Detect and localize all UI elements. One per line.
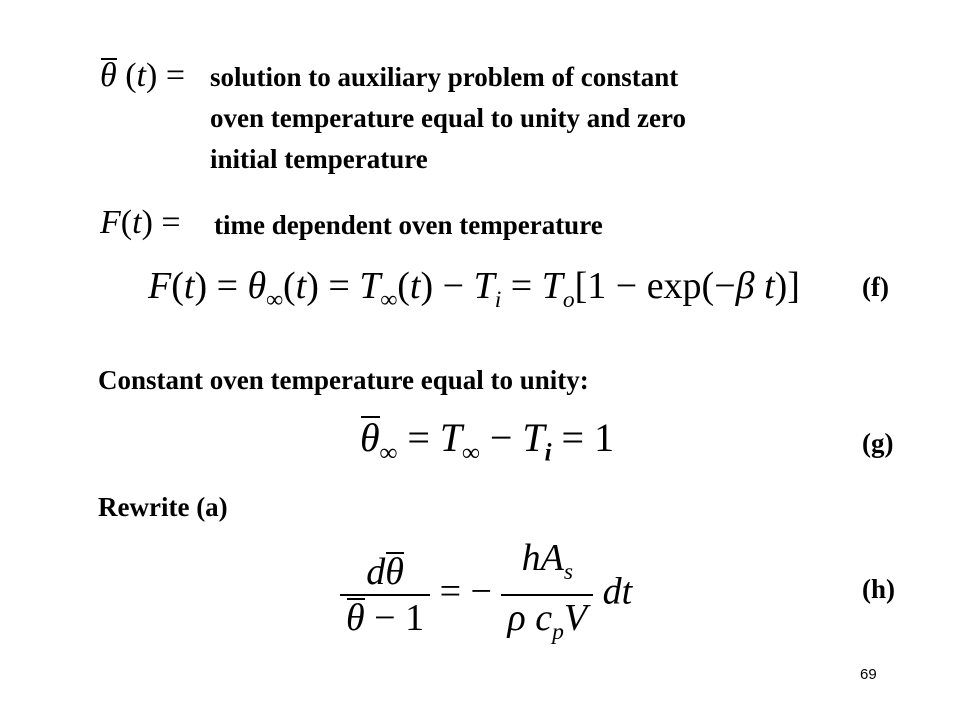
theta-bar-definition-line1: solution to auxiliary problem of constant [210, 62, 679, 92]
equation-h: $\frac{d\theta}{\theta - 1}$ = − $\frac{hA_s}{\rho c_pV}$ dt [340, 536, 632, 654]
F-definition: time dependent oven temperature [214, 210, 603, 240]
fraction-dtheta: $\frac{d\theta}{\theta - 1}$ [340, 550, 430, 640]
F-symbol: F(t) = [100, 204, 181, 241]
equation-label-f: (f) [862, 272, 889, 302]
equation-g: $\theta_\infty = T_\infty - T_i = 1$ [360, 415, 615, 467]
rewrite-heading: Rewrite (a) [98, 492, 228, 522]
equation-label-h: (h) [862, 574, 895, 604]
theta-bar-definition-line3: initial temperature [210, 144, 428, 174]
theta-bar-definition-line2: oven temperature equal to unity and zero [210, 103, 686, 133]
equation-label-g: (g) [862, 428, 894, 458]
constant-oven-heading: Constant oven temperature equal to unity: [98, 365, 589, 395]
fraction-hA: $\frac{hA_s}{\rho c_pV}$ [501, 536, 593, 654]
equation-f: $F(t) = \theta_\infty(t) = T_\infty(t) - T_i = T_o[1 - \exp(-\beta$ t)] [148, 265, 800, 313]
theta-bar-symbol: θ (t) = [100, 57, 185, 94]
page-number: 69 [860, 666, 877, 683]
